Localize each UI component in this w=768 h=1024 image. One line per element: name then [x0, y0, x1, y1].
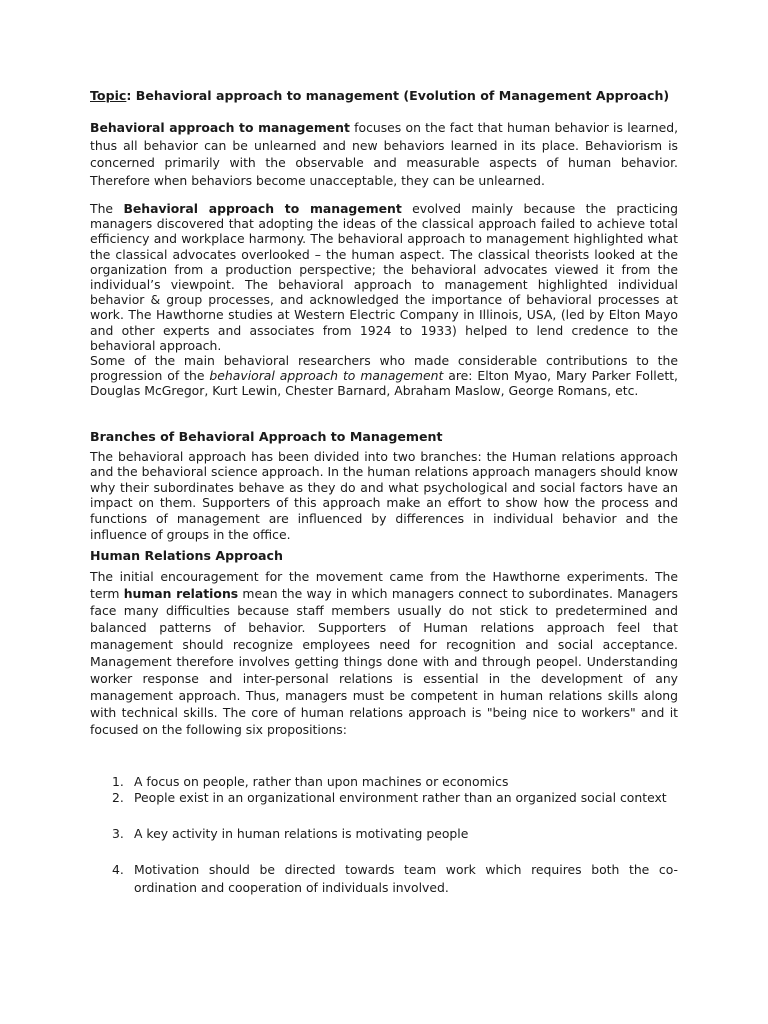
topic-heading	[90, 88, 678, 103]
list-text: A focus on people, rather than upon machines or economics	[134, 774, 509, 790]
researchers-pre: Some of the main behavioral researchers who made considerable contributions to the progression of the	[90, 353, 678, 384]
human-relations-paragraph	[90, 568, 678, 738]
researchers-italic-term: behavioral approach to management	[209, 368, 444, 384]
branches-heading: Branches of Behavioral Approach to Management	[90, 428, 443, 444]
topic-label: Topic	[90, 88, 127, 103]
intro-text: focuses on the fact that human behavior is learned, thus all behavior can be unlearned and new behaviors learned in its place. Behaviorism is concerned primarily with the observable and measurable aspects of human behavior. Therefore when behaviors become unacceptable, they can be unlearned.	[90, 120, 679, 188]
list-item	[90, 774, 678, 790]
branches-paragraph: The behavioral approach has been divided into two branches: the Human relations approach and the behavioral science approach. In the human relations approach managers should know why their subordinates behave as they do and what psychological and social factors have an impact on them. Supporters of this approach make an effort to show how the process and functions of management are influenced by differences in individual behavior and the influence of groups in the office.	[90, 448, 678, 542]
evolution-bold-term: Behavioral approach to management	[123, 201, 402, 216]
list-text: Motivation should be directed towards team work which requires both the co-ordination and cooperation of individuals involved.	[134, 861, 678, 895]
list-number: 4.	[112, 861, 124, 877]
researchers-paragraph	[90, 353, 678, 399]
evolution-text: evolved mainly because the practicing managers discovered that adopting the ideas of the classical approach failed to achieve total efficiency and workplace harmony. The behavioral approach to management highlighted what the classical advocates overlooked – the human aspect. The classical theorists looked at the organization from a production perspective; the behavioral advocates viewed it from the individual’s viewpoint. The behavioral approach to management highlighted individual behavior & group processes, and acknowledged the importance of behavioral processes at work. The Hawthorne studies at Western Electric Company in Illinois, USA, (led by Elton Mayo and other experts and associates from 1924 to 1933) helped to lend credence to the behavioral approach.	[90, 201, 679, 353]
list-text: A key activity in human relations is motivating people	[134, 826, 469, 842]
hr-pre: The initial encouragement for the movement came from the Hawthorne experiments. The term	[90, 569, 678, 602]
human-relations-heading: Human Relations Approach	[90, 548, 283, 564]
list-number: 2.	[112, 789, 124, 805]
list-item	[90, 861, 678, 897]
topic-title: : Behavioral approach to management (Evolution of Management Approach)	[126, 88, 670, 103]
propositions-list	[90, 774, 678, 897]
intro-bold-term: Behavioral approach to management	[90, 120, 350, 135]
evolution-paragraph	[90, 201, 678, 353]
hr-text: mean the way in which managers connect to subordinates. Managers face many difficulties because staff members usually do not stick to predetermined and balanced patterns of behavior. Supporters of Human relations approach feel that management should recognize employees need for recognition and social acceptance. Management therefore involves getting things done with and through peopel. Understanding worker response and inter-personal relations is essential in the development of any management approach. Thus, managers must be competent in human relations skills along with technical skills. The core of human relations approach is "being nice to workers" and it focused on the following six propositions:	[90, 586, 678, 738]
list-text: People exist in an organizational environment rather than an organized social context	[134, 789, 667, 805]
hr-bold-term: human relations	[123, 586, 239, 602]
document-body	[90, 88, 678, 897]
list-item	[90, 826, 678, 842]
list-number: 1.	[112, 774, 124, 790]
list-number: 3.	[112, 826, 124, 842]
researchers-text: are: Elton Myao, Mary Parker Follett, Douglas McGregor, Kurt Lewin, Chester Barnard, Abraham Maslow, George Romans, etc.	[90, 368, 678, 399]
evolution-pre: The	[90, 201, 124, 216]
list-item	[90, 790, 678, 806]
intro-paragraph	[90, 119, 678, 189]
